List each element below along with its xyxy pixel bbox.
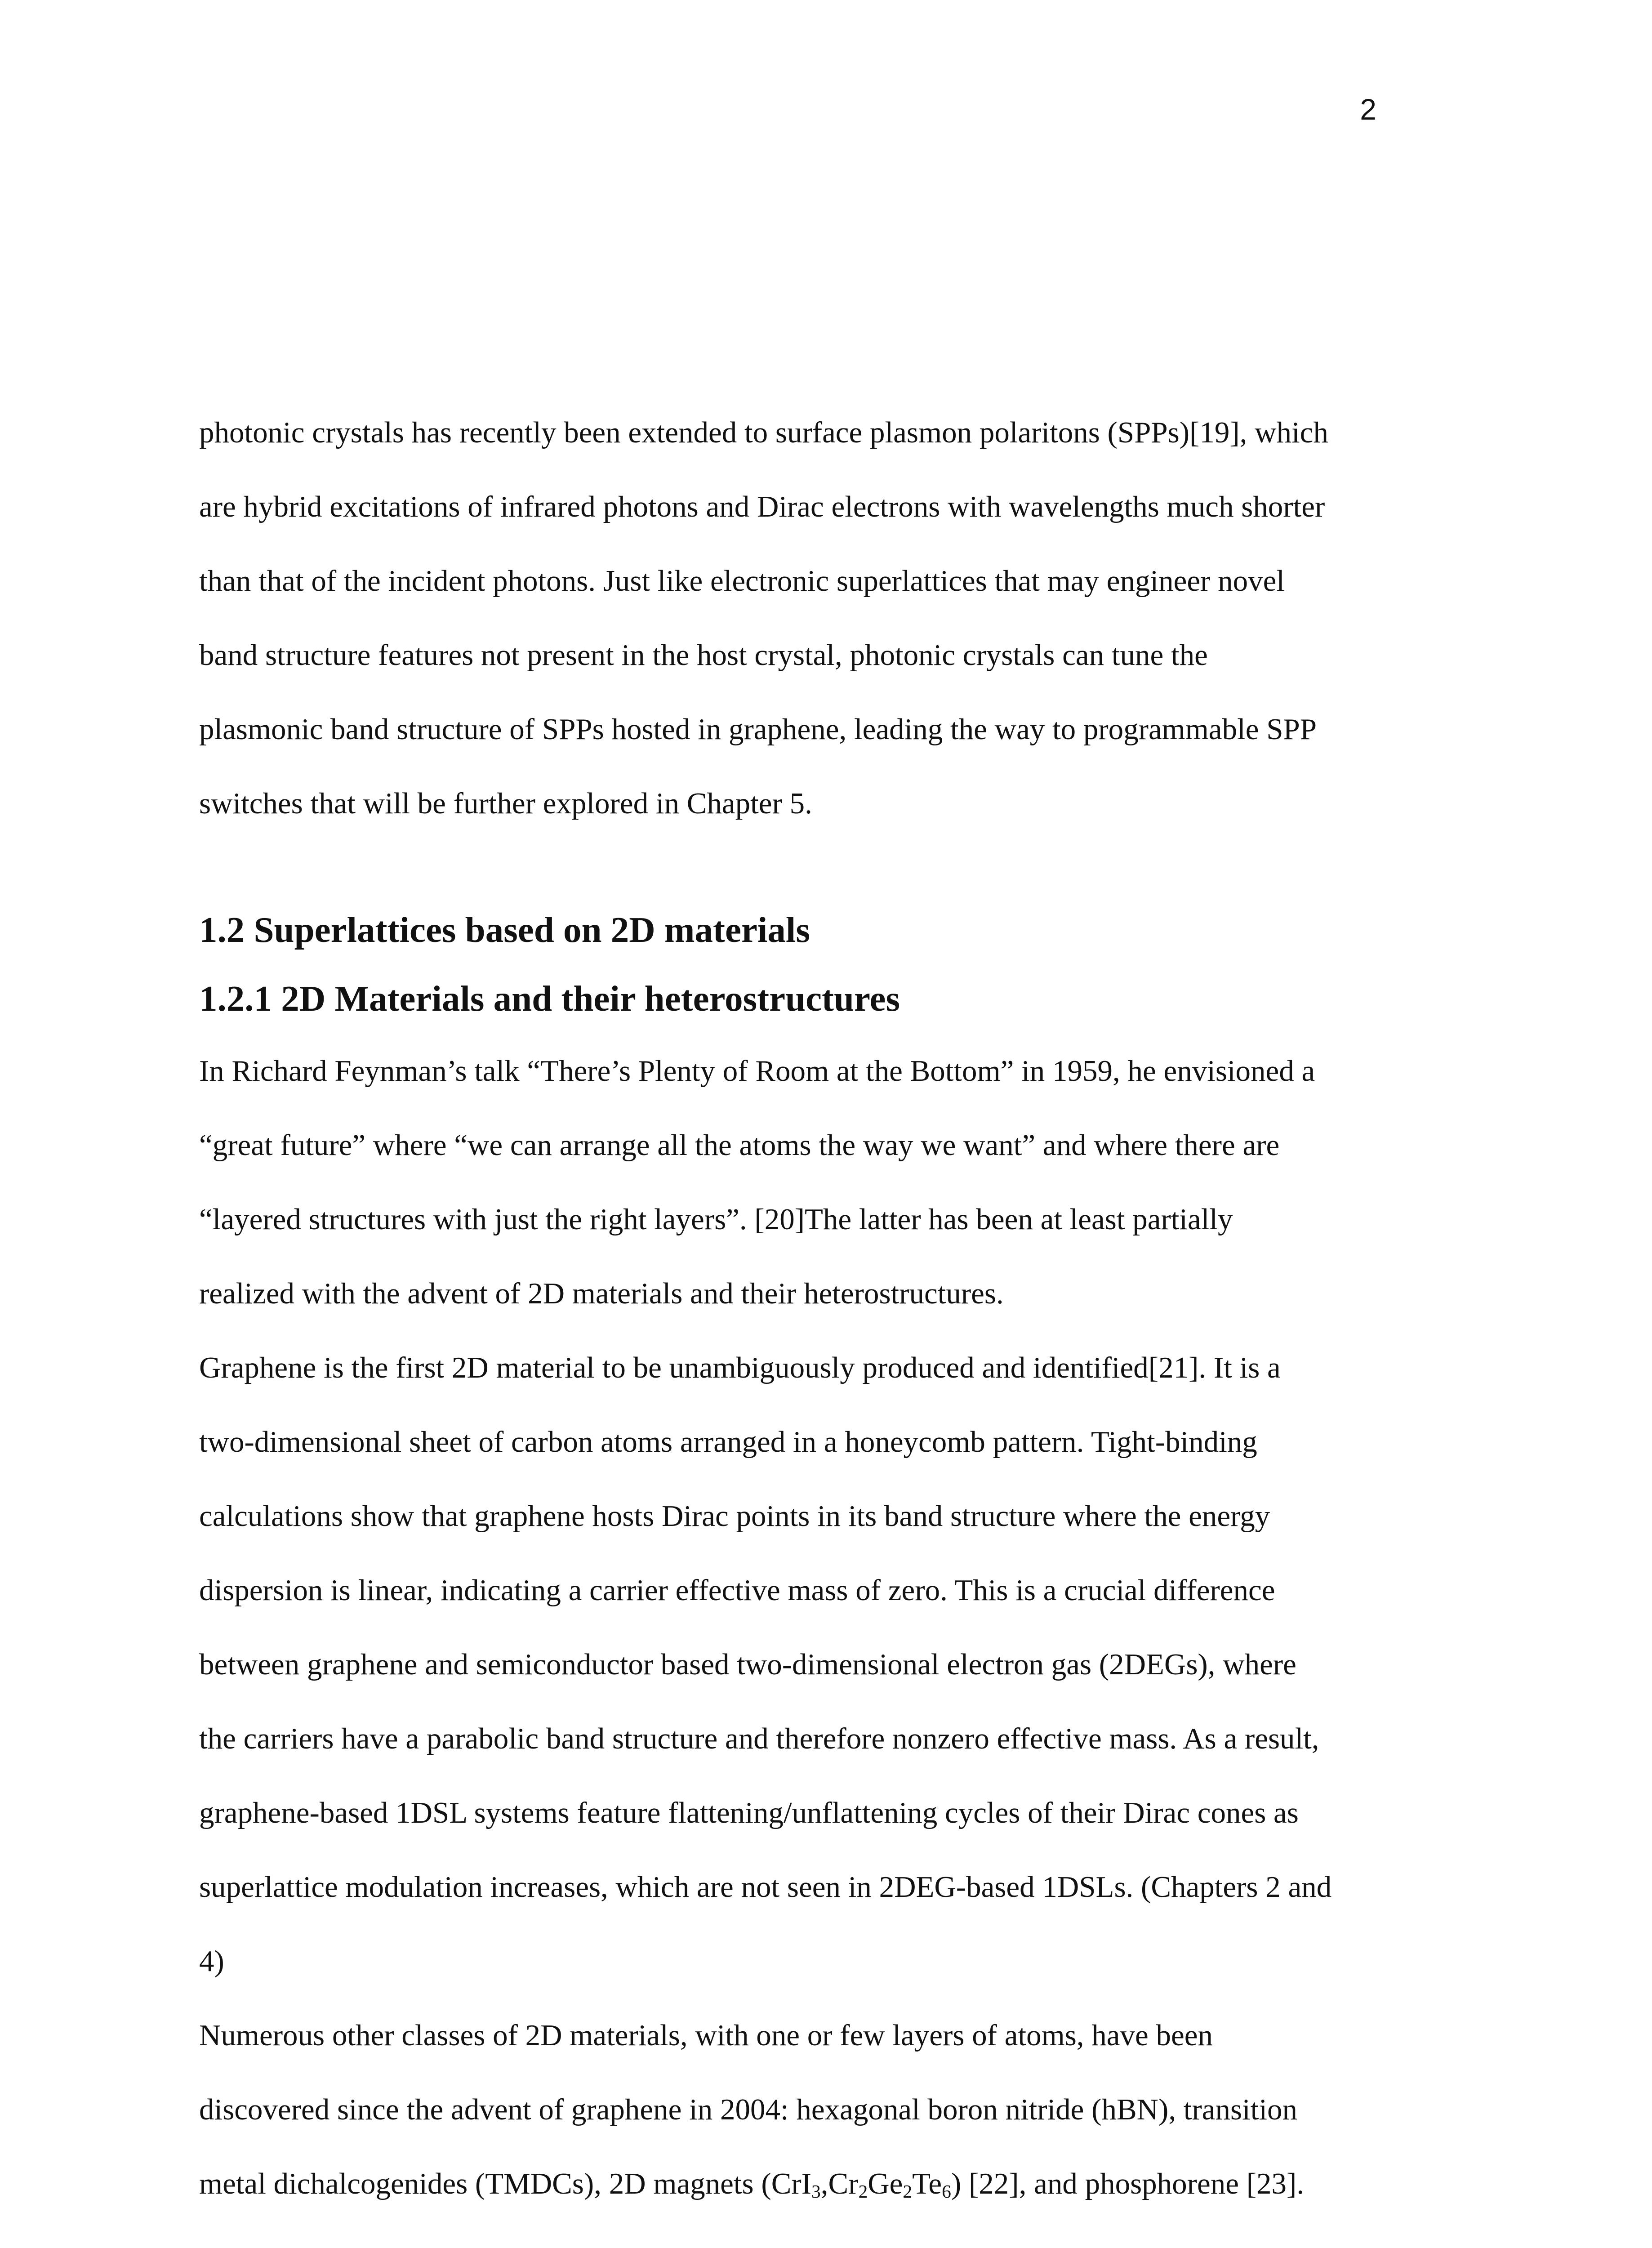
text-line: In Richard Feynman’s talk “There’s Plenty of Room at the Bottom” in 1959, he envisioned a [199, 1054, 1315, 1088]
text-segment: metal dichalcogenides (TMDCs), 2D magnets ( [199, 2167, 771, 2201]
formula-element: Te [912, 2167, 942, 2201]
section-heading: 1.2 Superlattices based on 2D materials [199, 910, 810, 950]
text-segment: , [820, 2167, 828, 2201]
text-line: calculations show that graphene hosts Dirac points in its band structure where the energy [199, 1499, 1270, 1533]
chemical-formula-cri3 [771, 2167, 821, 2200]
formula-element: Cr [828, 2167, 859, 2201]
chemical-formula-cr2ge2te6 [828, 2167, 951, 2200]
text-line: between graphene and semiconductor based two-dimensional electron gas (2DEGs), where [199, 1648, 1296, 1682]
page-number: 2 [1360, 93, 1376, 126]
text-line: switches that will be further explored in Chapter 5. [199, 787, 812, 820]
text-line: than that of the incident photons. Just like electronic superlattices that may engineer novel [199, 564, 1285, 598]
formula-element: Ge [868, 2167, 903, 2201]
text-line: photonic crystals has recently been extended to surface plasmon polaritons (SPPs)[19], which [199, 416, 1328, 449]
formula-subscript: 3 [811, 2181, 821, 2202]
paragraph-photonic-crystals [199, 396, 1453, 841]
text-line: band structure features not present in the host crystal, photonic crystals can tune the [199, 638, 1208, 672]
paragraph-feynman [199, 1034, 1453, 1331]
formula-element: CrI [771, 2167, 811, 2201]
text-line: “great future” where “we can arrange all the atoms the way we want” and where there are [199, 1128, 1280, 1162]
text-line: superlattice modulation increases, which are not seen in 2DEG-based 1DSLs. (Chapters 2 and [199, 1870, 1332, 1904]
text-line: two-dimensional sheet of carbon atoms arranged in a honeycomb pattern. Tight-binding [199, 1425, 1257, 1459]
text-line: are hybrid excitations of infrared photons and Dirac electrons with wavelengths much shorter [199, 490, 1325, 523]
document-body [199, 396, 1453, 2221]
text-line: Numerous other classes of 2D materials, with one or few layers of atoms, have been [199, 2019, 1213, 2052]
subsection-heading: 1.2.1 2D Materials and their heterostructures [199, 978, 900, 1019]
formula-subscript: 6 [942, 2181, 951, 2202]
text-line: “layered structures with just the right layers”. [20]The latter has been at least partially [199, 1203, 1233, 1236]
text-segment: ) [22], and phosphorene [23]. [951, 2167, 1305, 2201]
text-line: the carriers have a parabolic band structure and therefore nonzero effective mass. As a result, [199, 1722, 1319, 1756]
text-line: graphene-based 1DSL systems feature flattening/unflattening cycles of their Dirac cones as [199, 1796, 1299, 1830]
text-line: plasmonic band structure of SPPs hosted in graphene, leading the way to programmable SPP [199, 713, 1317, 746]
paragraph-graphene [199, 1331, 1453, 1998]
paragraph-other-2d-materials [199, 1998, 1453, 2221]
text-line: discovered since the advent of graphene in 2004: hexagonal boron nitride (hBN), transition [199, 2093, 1297, 2127]
text-line: Graphene is the first 2D material to be unambiguously produced and identified[21]. It is a [199, 1351, 1281, 1385]
text-line: realized with the advent of 2D materials and their heterostructures. [199, 1277, 1004, 1311]
text-line: 4) [199, 1945, 224, 1978]
formula-subscript: 2 [903, 2181, 913, 2202]
formula-subscript: 2 [858, 2181, 868, 2202]
text-line: dispersion is linear, indicating a carrier effective mass of zero. This is a crucial difference [199, 1574, 1275, 1607]
text-line-with-formulas [199, 2147, 1453, 2221]
